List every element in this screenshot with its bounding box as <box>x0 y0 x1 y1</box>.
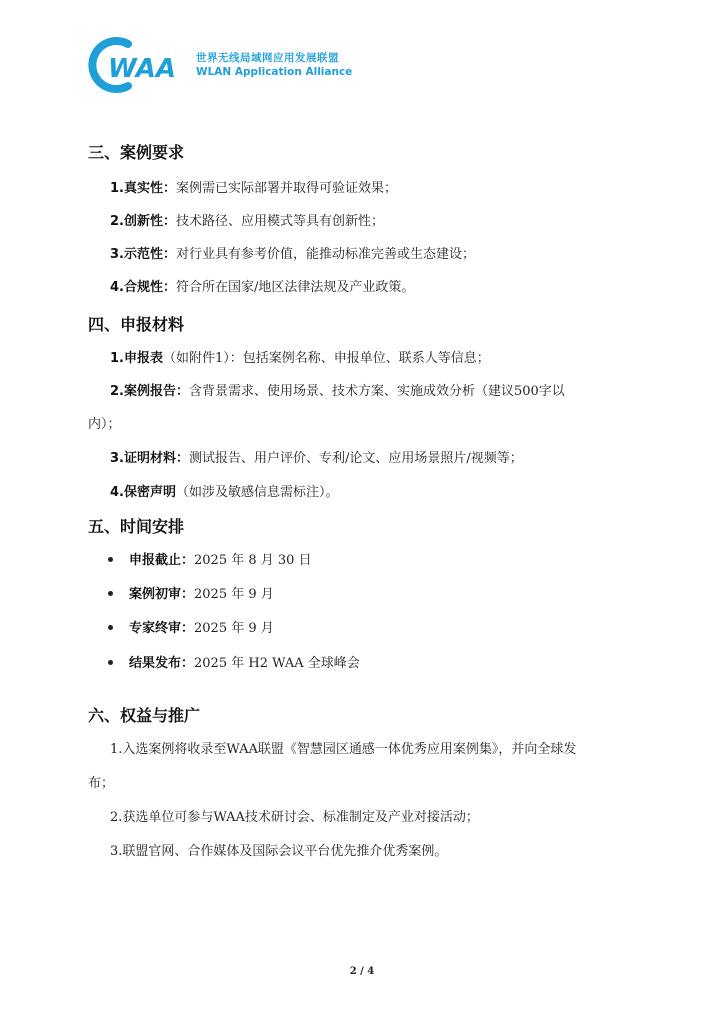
org-name-en: WLAN Application Alliance <box>196 66 353 78</box>
benefit-item-continuation: 布； <box>88 776 115 791</box>
section-title-materials: 四、申报材料 <box>88 315 185 334</box>
requirement-item: 3.示范性：对行业具有参考价值，能推动标准完善或生态建设； <box>110 247 475 262</box>
requirement-item: 1.真实性：案例需已实际部署并取得可验证效果； <box>110 181 397 196</box>
bullet-icon <box>108 660 113 665</box>
bullet-icon <box>108 591 113 596</box>
requirement-item: 4.合规性：符合所在国家/地区法律法规及产业政策。 <box>110 280 415 295</box>
material-item: 1.申报表（如附件1）：包括案例名称、申报单位、联系人等信息； <box>110 351 490 366</box>
logo-wordmark: WAA <box>108 54 176 84</box>
material-item: 3.证明材料：测试报告、用户评价、专利/论文、应用场景照片/视频等； <box>110 451 523 466</box>
schedule-item: 案例初审：2025 年 9 月 <box>108 583 274 602</box>
section-title-benefits: 六、权益与推广 <box>88 706 201 725</box>
benefit-item: 2.获选单位可参与WAA技术研讨会、标准制定及产业对接活动； <box>110 810 479 825</box>
material-item-continuation: 内）； <box>88 417 121 432</box>
section-title-requirements: 三、案例要求 <box>88 143 185 162</box>
bullet-icon <box>108 557 113 562</box>
page-number: 2 / 4 <box>349 966 375 977</box>
waa-logo <box>84 34 344 96</box>
schedule-item: 申报截止：2025 年 8 月 30 日 <box>108 549 312 568</box>
schedule-item: 专家终审：2025 年 9 月 <box>108 617 274 636</box>
schedule-item: 结果发布：2025 年 H2 WAA 全球峰会 <box>108 652 360 671</box>
benefit-item: 1.入选案例将收录至WAA联盟《智慧园区通感一体优秀应用案例集》，并向全球发 <box>110 742 577 757</box>
requirement-item: 2.创新性：技术路径、应用模式等具有创新性； <box>110 214 384 229</box>
org-name-cn: 世界无线局域网应用发展联盟 <box>196 52 339 64</box>
section-title-schedule: 五、时间安排 <box>88 517 185 536</box>
material-item: 2.案例报告：含背景需求、使用场景、技术方案、实施成效分析（建议500字以 <box>110 384 565 399</box>
bullet-icon <box>108 625 113 630</box>
benefit-item: 3.联盟官网、合作媒体及国际会议平台优先推介优秀案例。 <box>110 844 448 859</box>
material-item: 4.保密声明（如涉及敏感信息需标注）。 <box>110 485 339 500</box>
